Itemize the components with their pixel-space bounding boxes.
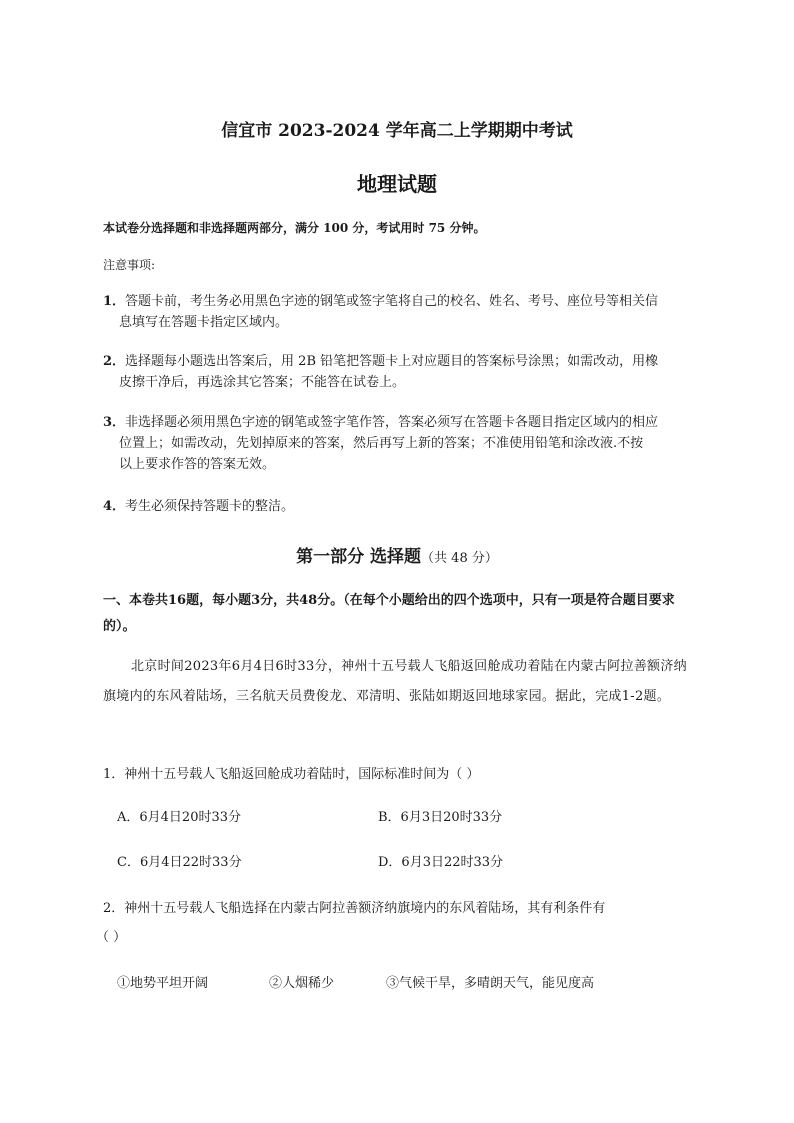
question-2-item-3: ③气候干旱，多晴朗天气，能见度高 (386, 976, 595, 991)
question-2-stem-cont: （ ） (96, 930, 127, 945)
note-text: 答题卡前，考生务必用黑色字迹的钢笔或签字笔将自己的校名、姓名、考号、座位号等相关信 (125, 294, 659, 309)
note-text: 非选择题必须用黑色字迹的钢笔或签字笔作答，答案必须写在答题卡各题目指定区域内的相应 (125, 415, 659, 430)
note-text: 考生必须保持答题卡的整洁。 (125, 499, 295, 514)
note-number: 1． (103, 294, 126, 309)
note-text-cont: 以上要求作答的答案无效。 (119, 457, 276, 472)
question-2-item-2: ②人烟稀少 (269, 976, 335, 991)
part1-heading: 第一部分 选择题 (296, 547, 422, 567)
note-number: 4． (103, 499, 126, 514)
note-text-cont: 息填写在答题卡指定区域内。 (119, 315, 289, 330)
note-item-3 (103, 412, 693, 475)
note-text-cont: 位置上；如需改动，先划掉原来的答案，然后再写上新的答案；不准使用铅笔和涂改液.不按 (119, 436, 644, 451)
exam-title: 信宜市 2023-2024 学年高二上学期期中考试 (221, 121, 573, 141)
note-item-2 (103, 351, 693, 393)
notes-label: 注意事项: (103, 258, 156, 272)
note-item-1 (103, 291, 693, 333)
question-2-item-1: ①地势平坦开阔 (117, 976, 209, 991)
exam-intro: 本试卷分选择题和非选择题两部分，满分 100 分，考试用时 75 分钟。 (103, 221, 486, 235)
note-item-4 (103, 496, 693, 517)
question-1-option-c: C．6月4日22时33分 (117, 855, 242, 870)
note-number: 3． (103, 415, 126, 430)
note-text: 选择题每小题选出答案后，用 2B 铅笔把答题卡上对应题目的答案标号涂黑；如需改动，用橡 (125, 354, 659, 369)
question-1-stem: 1．神州十五号载人飞船返回舱成功着陆时，国际标准时间为（ ） (103, 767, 480, 782)
note-number: 2． (103, 354, 126, 369)
exam-subtitle: 地理试题 (357, 172, 437, 196)
question-1-option-a: A．6月4日20时33分 (117, 810, 242, 825)
section1-instruction: 一、本卷共16题，每小题3分，共48分。（在每个小题给出的四个选项中，只有一项是符合题目要求的）。 (103, 593, 675, 634)
part1-title (0, 542, 794, 567)
question-1-option-b: B．6月3日20时33分 (378, 810, 503, 825)
note-text-cont: 皮擦干净后，再选涂其它答案；不能答在试卷上。 (119, 375, 406, 390)
reading-passage: 北京时间2023年6月4日6时33分，神州十五号载人飞船返回舱成功着陆在内蒙古阿拉善额济纳旗境内的东风着陆场，三名航天员费俊龙、邓清明、张陆如期返回地球家园。据此，完成1-2题。 (103, 659, 687, 704)
part1-score-note: （共 48 分） (421, 551, 498, 566)
question-1-option-d: D．6月3日22时33分 (378, 855, 504, 870)
question-2-stem: 2．神州十五号载人飞船选择在内蒙古阿拉善额济纳旗境内的东风着陆场，其有利条件有 (103, 901, 606, 916)
